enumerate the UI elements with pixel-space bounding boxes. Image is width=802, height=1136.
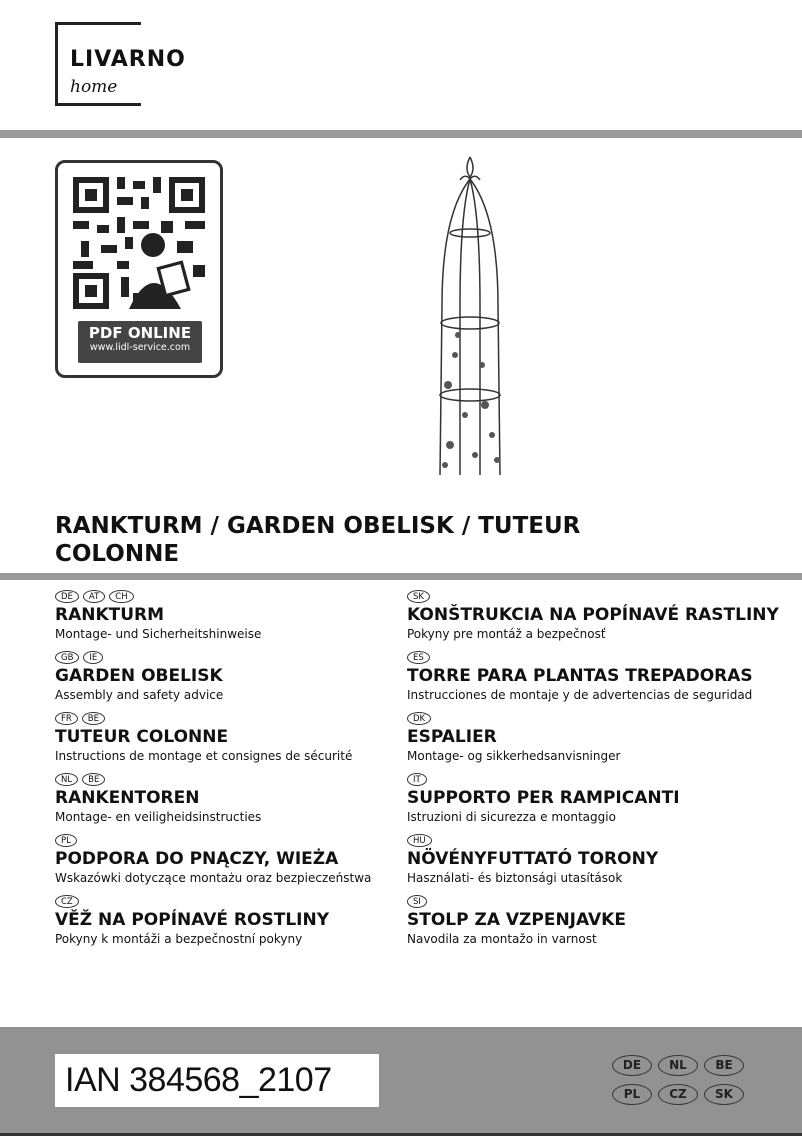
language-heading: RANKENTOREN bbox=[55, 788, 200, 808]
pdf-online-label: PDF ONLINE bbox=[88, 324, 192, 342]
language-heading: GARDEN OBELISK bbox=[55, 666, 223, 686]
product-title: RANKTURM / GARDEN OBELISK / TUTEUR COLONNE bbox=[55, 513, 581, 567]
pdf-online-badge bbox=[78, 321, 202, 363]
language-subtitle: Használati- és biztonsági utasítások bbox=[407, 871, 623, 885]
language-badges bbox=[55, 834, 445, 849]
country-badge: HU bbox=[407, 834, 432, 847]
language-entry bbox=[407, 895, 797, 947]
country-badge: FR bbox=[55, 712, 78, 725]
language-column-left bbox=[55, 590, 445, 956]
country-badge: DE bbox=[55, 590, 79, 603]
language-badges bbox=[407, 773, 797, 788]
country-code-badge: DE bbox=[612, 1055, 652, 1076]
language-badges bbox=[407, 834, 797, 849]
country-badge: ES bbox=[407, 651, 430, 664]
language-badges bbox=[407, 651, 797, 666]
language-subtitle: Assembly and safety advice bbox=[55, 688, 224, 702]
qr-card[interactable] bbox=[55, 160, 223, 378]
language-heading: NÖVÉNYFUTTATÓ TORONY bbox=[407, 849, 659, 869]
language-entry bbox=[55, 895, 445, 947]
language-badges bbox=[407, 590, 797, 605]
language-heading: SUPPORTO PER RAMPICANTI bbox=[407, 788, 680, 808]
divider-top bbox=[0, 130, 802, 138]
country-badge: IE bbox=[83, 651, 103, 664]
garden-obelisk-image bbox=[420, 155, 520, 480]
language-entry bbox=[55, 590, 445, 642]
language-heading: RANKTURM bbox=[55, 605, 165, 625]
country-badge: IT bbox=[407, 773, 427, 786]
language-heading: ESPALIER bbox=[407, 727, 497, 747]
ian-number: IAN 384568_2107 bbox=[55, 1054, 379, 1107]
country-badge: BE bbox=[82, 712, 105, 725]
language-badges bbox=[407, 895, 797, 910]
language-badges bbox=[407, 712, 797, 727]
country-badge: DK bbox=[407, 712, 431, 725]
language-heading: PODPORA DO PNĄCZY, WIEŻA bbox=[55, 849, 339, 869]
language-subtitle: Montage- und Sicherheitshinweise bbox=[55, 627, 262, 641]
country-badge: SK bbox=[407, 590, 430, 603]
language-subtitle: Pokyny k montáži a bezpečnostní pokyny bbox=[55, 932, 303, 946]
language-heading: STOLP ZA VZPENJAVKE bbox=[407, 910, 626, 930]
logo-sub: home bbox=[70, 77, 118, 97]
country-code-badge: BE bbox=[704, 1055, 744, 1076]
country-badge: BE bbox=[82, 773, 105, 786]
language-subtitle: Navodila za montažo in varnost bbox=[407, 932, 597, 946]
language-heading: TORRE PARA PLANTAS TREPADORAS bbox=[407, 666, 753, 686]
language-column-right bbox=[407, 590, 797, 956]
language-heading: VĚŽ NA POPÍNAVÉ ROSTLINY bbox=[55, 910, 330, 930]
country-badge: PL bbox=[55, 834, 77, 847]
language-subtitle: Instrucciones de montaje y de advertencias de seguridad bbox=[407, 688, 753, 702]
country-badge: AT bbox=[83, 590, 105, 603]
country-badge: CH bbox=[109, 590, 133, 603]
language-entry bbox=[407, 773, 797, 825]
country-badge: NL bbox=[55, 773, 78, 786]
language-entry bbox=[55, 712, 445, 764]
language-subtitle: Instructions de montage et consignes de sécurité bbox=[55, 749, 353, 763]
country-code-badge: SK bbox=[704, 1084, 744, 1105]
country-code-badge: PL bbox=[612, 1084, 652, 1105]
qr-code-icon bbox=[73, 177, 205, 309]
language-subtitle: Wskazówki dotyczące montażu oraz bezpieczeństwa bbox=[55, 871, 372, 885]
language-badges bbox=[55, 773, 445, 788]
language-subtitle: Montage- en veiligheidsinstructies bbox=[55, 810, 262, 824]
language-subtitle: Montage- og sikkerhedsanvisninger bbox=[407, 749, 621, 763]
language-badges bbox=[55, 651, 445, 666]
language-entry bbox=[407, 590, 797, 642]
language-badges bbox=[55, 895, 445, 910]
country-badge: GB bbox=[55, 651, 79, 664]
language-heading: TUTEUR COLONNE bbox=[55, 727, 229, 747]
country-code-badge: CZ bbox=[658, 1084, 698, 1105]
country-badge: SI bbox=[407, 895, 427, 908]
language-entry bbox=[407, 834, 797, 886]
language-badges bbox=[55, 590, 445, 605]
language-entry bbox=[55, 651, 445, 703]
pdf-online-url: www.lidl-service.com bbox=[89, 342, 191, 353]
language-entry bbox=[407, 651, 797, 703]
language-entry bbox=[55, 834, 445, 886]
language-heading: KONŠTRUKCIA NA POPÍNAVÉ RASTLINY bbox=[407, 605, 779, 625]
divider-middle bbox=[0, 573, 802, 580]
language-badges bbox=[55, 712, 445, 727]
logo-brand: LIVARNO bbox=[70, 47, 186, 72]
country-code-badge: NL bbox=[658, 1055, 698, 1076]
language-entry bbox=[55, 773, 445, 825]
country-badge: CZ bbox=[55, 895, 79, 908]
language-subtitle: Pokyny pre montáž a bezpečnosť bbox=[407, 627, 606, 641]
language-entry bbox=[407, 712, 797, 764]
country-codes bbox=[612, 1055, 744, 1105]
language-subtitle: Istruzioni di sicurezza e montaggio bbox=[407, 810, 616, 824]
livarno-logo bbox=[55, 22, 186, 106]
